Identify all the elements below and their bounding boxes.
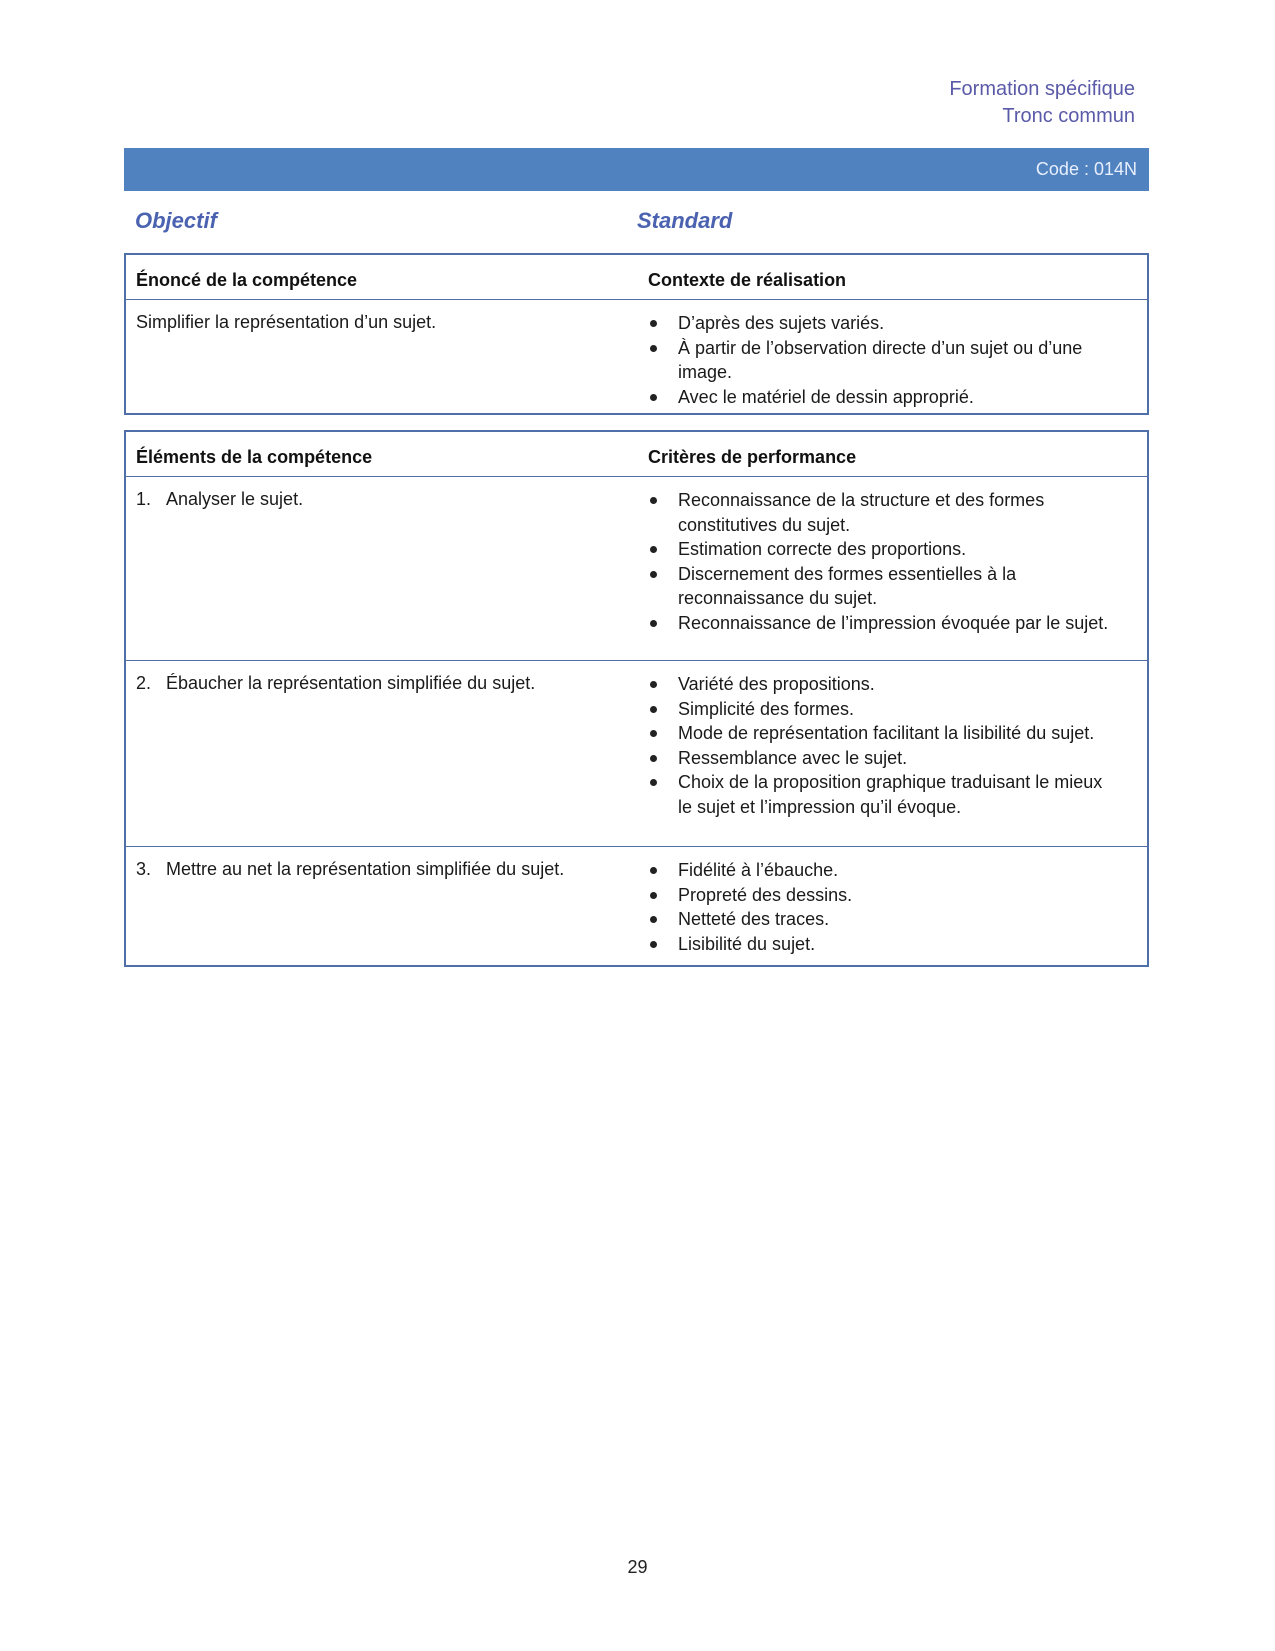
competence-table-header (126, 255, 1147, 300)
table-row (126, 477, 1147, 661)
list-item: Mode de représentation facilitant la lisibilité du sujet. (648, 721, 1118, 746)
header-formation: Formation spécifique (949, 78, 1135, 100)
criteria-list (648, 672, 1118, 819)
list-item: Choix de la proposition graphique traduisant le mieux le sujet et l’impression qu’il évoque. (648, 770, 1118, 819)
col-header-contexte: Contexte de réalisation (648, 270, 847, 290)
list-item: Simplicité des formes. (648, 697, 1118, 722)
elements-table (124, 430, 1149, 967)
element-number: 2. (136, 673, 152, 693)
element-text: Analyser le sujet. (166, 489, 304, 509)
col-header-criteres: Critères de performance (648, 447, 857, 467)
element-number: 3. (136, 859, 152, 879)
list-item: Discernement des formes essentielles à la reconnaissance du sujet. (648, 562, 1118, 611)
list-item: Netteté des traces. (648, 907, 1118, 932)
element-number: 1. (136, 489, 152, 509)
code-label: Code : 014N (1035, 159, 1137, 179)
competence-statement: Simplifier la représentation d’un sujet. (136, 312, 437, 332)
header-tronc: Tronc commun (1002, 105, 1135, 127)
page-number: 29 (627, 1557, 648, 1577)
section-titles (135, 208, 1135, 238)
standard-title: Standard (637, 208, 733, 233)
list-item: Variété des propositions. (648, 672, 1118, 697)
document-header (949, 76, 1135, 130)
element-text: Ébaucher la représentation simplifiée du sujet. (166, 673, 536, 693)
list-item: Ressemblance avec le sujet. (648, 746, 1118, 771)
context-list (648, 311, 1118, 409)
list-item: Propreté des dessins. (648, 883, 1118, 908)
criteria-list (648, 488, 1118, 635)
col-header-elements: Éléments de la compétence (136, 447, 373, 467)
objectif-title: Objectif (135, 208, 217, 233)
col-header-enonce: Énoncé de la compétence (136, 270, 358, 290)
list-item: Reconnaissance de l’impression évoquée par le sujet. (648, 611, 1118, 636)
list-item: Fidélité à l’ébauche. (648, 858, 1118, 883)
table-row (126, 847, 1147, 961)
competence-table-body (126, 300, 1147, 412)
list-item: Reconnaissance de la structure et des formes constitutives du sujet. (648, 488, 1118, 537)
elements-table-header (126, 432, 1147, 477)
criteria-list (648, 858, 1118, 956)
table-row (126, 661, 1147, 847)
competence-table (124, 253, 1149, 415)
list-item: Avec le matériel de dessin approprié. (648, 385, 1118, 410)
list-item: Lisibilité du sujet. (648, 932, 1118, 957)
list-item: Estimation correcte des proportions. (648, 537, 1118, 562)
list-item: À partir de l’observation directe d’un sujet ou d’une image. (648, 336, 1118, 385)
code-bar (124, 148, 1149, 191)
list-item: D’après des sujets variés. (648, 311, 1118, 336)
element-text: Mettre au net la représentation simplifiée du sujet. (166, 859, 565, 879)
